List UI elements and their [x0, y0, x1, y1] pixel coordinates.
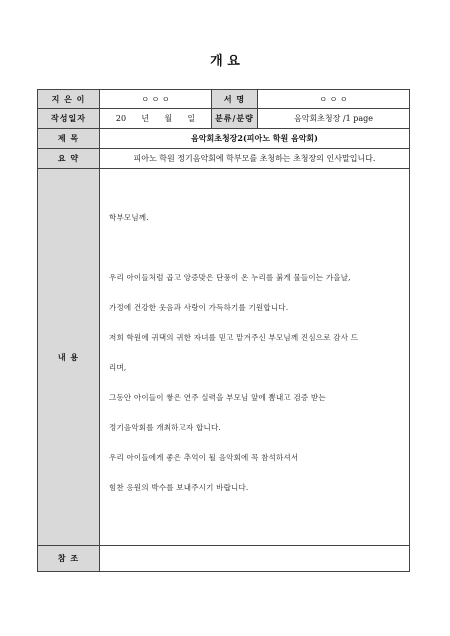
signature-label: 서 명 — [212, 90, 258, 109]
reference-label: 참 조 — [38, 546, 100, 572]
category-value: 음악회초청장 /1 page — [258, 109, 410, 129]
date-row — [38, 109, 410, 129]
summary-value: 피아노 학원 정기음악회에 학부모를 초청하는 초청장의 인사말입니다. — [100, 149, 410, 169]
reference-row — [38, 546, 410, 572]
subject-row — [38, 129, 410, 149]
date-value: 20 년 월 일 — [100, 109, 212, 129]
content-line: 리며, — [109, 363, 127, 372]
signature-value: ㅇ ㅇ ㅇ — [258, 90, 410, 109]
overview-table — [37, 89, 410, 572]
content-body — [100, 169, 409, 545]
content-line: 우리 아이들에게 좋은 추억이 될 음악회에 꼭 참석하셔서 — [109, 453, 299, 462]
page-title: 개 요 — [210, 54, 240, 69]
content-cell — [100, 169, 410, 546]
content-line: 학부모님께. — [109, 213, 149, 222]
content-line: 가정에 건강한 웃음과 사랑이 가득하기를 기원합니다. — [109, 303, 289, 312]
author-row — [38, 90, 410, 109]
content-line: 저희 학원에 귀댁의 귀한 자녀를 믿고 맡겨주신 부모님께 진심으로 감사 드 — [109, 333, 359, 342]
content-label: 내 용 — [38, 169, 100, 546]
date-label: 작성일자 — [38, 109, 100, 129]
summary-label: 요 약 — [38, 149, 100, 169]
content-line: 힘찬 응원의 박수를 보내주시기 바랍니다. — [109, 483, 249, 492]
content-line: 정기음악회를 개최하고자 합니다. — [109, 423, 221, 432]
category-label: 분류/분량 — [212, 109, 258, 129]
content-row — [38, 169, 410, 546]
content-line: 우리 아이들처럼 곱고 앙증맞은 단풍이 온 누리를 붉게 물들이는 가을날, — [109, 273, 351, 282]
reference-value — [100, 546, 410, 572]
author-value: ㅇ ㅇ ㅇ — [100, 90, 212, 109]
subject-label: 제 목 — [38, 129, 100, 149]
content-line: 그동안 아이들이 쌓은 연주 실력을 부모님 앞에 뽐내고 검증 받는 — [109, 393, 326, 402]
subject-value: 음악회초청장2(피아노 학원 음악회) — [100, 129, 410, 149]
author-label: 지 은 이 — [38, 90, 100, 109]
summary-row — [38, 149, 410, 169]
